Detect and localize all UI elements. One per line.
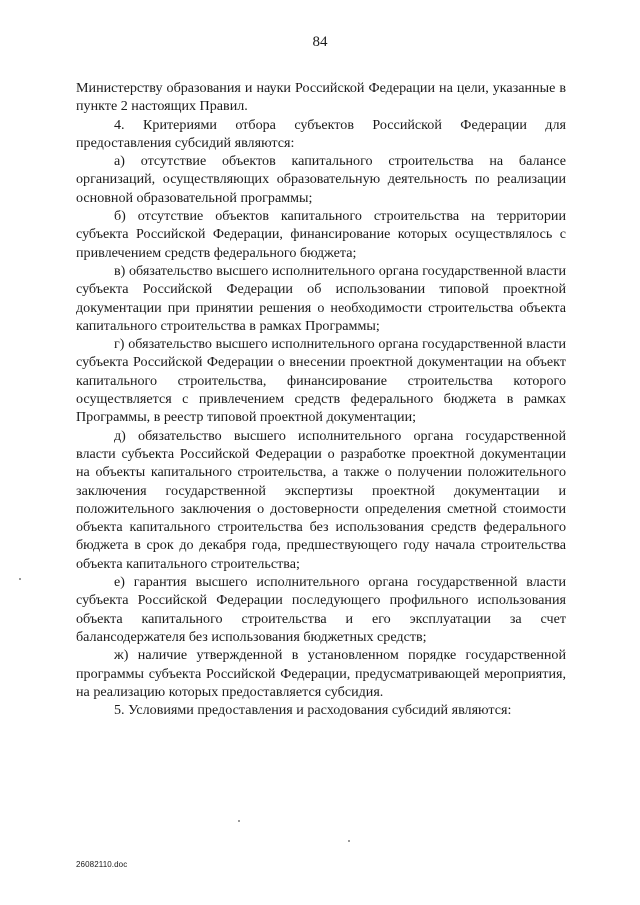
scan-speck [348, 840, 350, 842]
scan-speck [238, 820, 240, 822]
paragraph-subitem-d: д) обязательство высшего исполнительного органа государственной власти субъекта Российской Федерации о разработке проектной документации на объекты капитального строительства, а также о получении положительного заключения государственной экспертизы проектной документации и положительного заключения о достоверности определения сметной стоимости объекта капитального строительства без использования средств федерального бюджета в срок до декабря года, предшествующего году начала строительства объекта капитального строительства; [76, 427, 566, 572]
scan-speck [19, 578, 21, 580]
document-body [76, 79, 566, 719]
paragraph-subitem-g: г) обязательство высшего исполнительного органа государственной власти субъекта Российской Федерации о внесении проектной документации на объект капитального строительства, финансирование строительства которого осуществляется с привлечением средств федерального бюджета в рамках Программы, в реестр типовой проектной документации; [76, 336, 566, 426]
paragraph-subitem-e: е) гарантия высшего исполнительного органа государственной власти субъекта Российской Федерации последующего профильного использования объекта капитального строительства и его эксплуатации за счет балансодержателя без использования бюджетных средств; [76, 574, 566, 645]
document-file-code: 26082110.doc [76, 860, 128, 869]
paragraph-subitem-b: б) отсутствие объектов капитального строительства на территории субъекта Российской Федерации, финансирование которых осуществлялось с привлечением средств федерального бюджета; [76, 208, 566, 261]
paragraph-item-5: 5. Условиями предоставления и расходования субсидий являются: [114, 702, 512, 719]
paragraph-continuation: Министерству образования и науки Российской Федерации на цели, указанные в пункте 2 настоящих Правил. [76, 80, 566, 115]
page-number: 84 [312, 34, 328, 50]
paragraph-subitem-zh: ж) наличие утвержденной в установленном порядке государственной программы субъекта Российской Федерации, предусматривающей мероприятия, на реализацию которых предоставляется субсидия. [76, 647, 566, 700]
paragraph-subitem-a: а) отсутствие объектов капитального строительства на балансе организаций, осуществляющих образовательную деятельность по реализации основной образовательной программы; [76, 153, 566, 206]
paragraph-subitem-v: в) обязательство высшего исполнительного органа государственной власти субъекта Российской Федерации об использовании типовой проектной документации при принятии решения о необходимости строительства объекта капитального строительства в рамках Программы; [76, 262, 566, 334]
paragraph-item-4: 4. Критериями отбора субъектов Российской Федерации для предоставления субсидий являются: [76, 116, 566, 151]
